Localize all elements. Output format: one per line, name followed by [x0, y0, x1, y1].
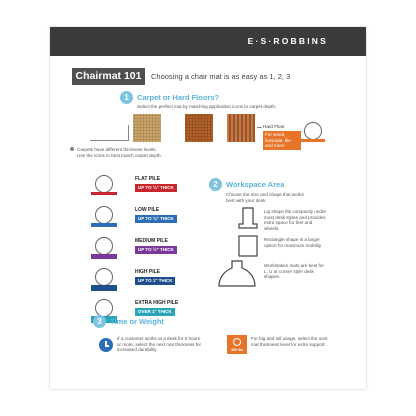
pile-4-color-base — [91, 285, 117, 291]
time-description: If a customer works at a desk for 8 hours or more, select the next mat thickness for increased durability. — [117, 336, 201, 352]
pile-list — [50, 27, 366, 389]
clock-hand-minute — [105, 345, 109, 347]
hard-floor-label: Hard Floor — [263, 124, 285, 129]
lip-mat-description: Lip shape fits compactly under most desk styles and provides extra space for feet and wheels. — [264, 209, 327, 231]
pile-2-color-base — [91, 223, 117, 227]
note-line-1: Carpets have different thickness levels. — [77, 147, 157, 152]
step-3-heading: Time or Weight — [110, 317, 164, 326]
pile-2-title: LOW PILE — [135, 207, 160, 213]
pile-1-title: FLAT PILE — [135, 176, 160, 182]
brand-logo: E·S·ROBBINS — [247, 36, 328, 46]
step-2-number: 2 — [209, 178, 222, 191]
page-title: Chairmat 101 — [75, 70, 142, 82]
workstation-mat-description: Workstation mats are best for L, U or corner style desk shapes. — [264, 263, 324, 279]
pile-1-mat-icon — [95, 175, 113, 193]
pile-2-thickness: UP TO ⅜" THICK — [135, 215, 177, 223]
info-sheet — [50, 27, 366, 389]
pile-1-color-base — [91, 192, 117, 195]
pile-5-thickness: OVER 1" THICK — [135, 308, 175, 316]
pile-5-title: EXTRA HIGH PILE — [135, 300, 179, 306]
weight-badge: 300 lbs — [231, 348, 243, 352]
rectangle-mat-description: Rectangle shape is a larger option for maximum mobility — [264, 237, 322, 248]
pile-4-title: HIGH PILE — [135, 269, 161, 275]
pile-1-thickness: UP TO ¼" THICK — [135, 184, 177, 192]
step-1-intro: Select the perfect mat by matching application icons to carpet depth. — [137, 104, 277, 109]
pile-3-color-base — [91, 254, 117, 259]
pile-3-mat-icon — [95, 237, 113, 255]
hard-floor-tag: For wood, laminate, tile and more — [263, 131, 301, 150]
note-line-2: Use the icons to best match carpet depth. — [77, 153, 162, 158]
step-1-heading: Carpet or Hard Floors? — [137, 93, 220, 102]
pile-2-mat-icon — [95, 206, 113, 224]
scale-dial — [233, 338, 241, 346]
step-3-number: 3 — [93, 315, 106, 328]
page-subtitle: Choosing a chair mat is as easy as 1, 2, 3 — [151, 72, 291, 81]
weight-description: For big and tall usage, select the next mat thickness level for extra support. — [251, 336, 328, 347]
pile-3-title: MEDIUM PILE — [135, 238, 168, 244]
step-2-heading: Workspace Area — [226, 180, 285, 189]
workstation-mat-icon — [216, 258, 258, 290]
step-2-intro: Choose the size and shape that works best with your desk. — [226, 192, 304, 203]
rectangle-mat-icon — [236, 234, 260, 258]
pile-4-thickness: UP TO 1" THICK — [135, 277, 175, 285]
step-1-number: 1 — [120, 91, 133, 104]
pile-4-mat-icon — [95, 268, 113, 286]
lip-mat-icon — [236, 206, 260, 230]
pile-3-thickness: UP TO ½" THICK — [135, 246, 177, 254]
